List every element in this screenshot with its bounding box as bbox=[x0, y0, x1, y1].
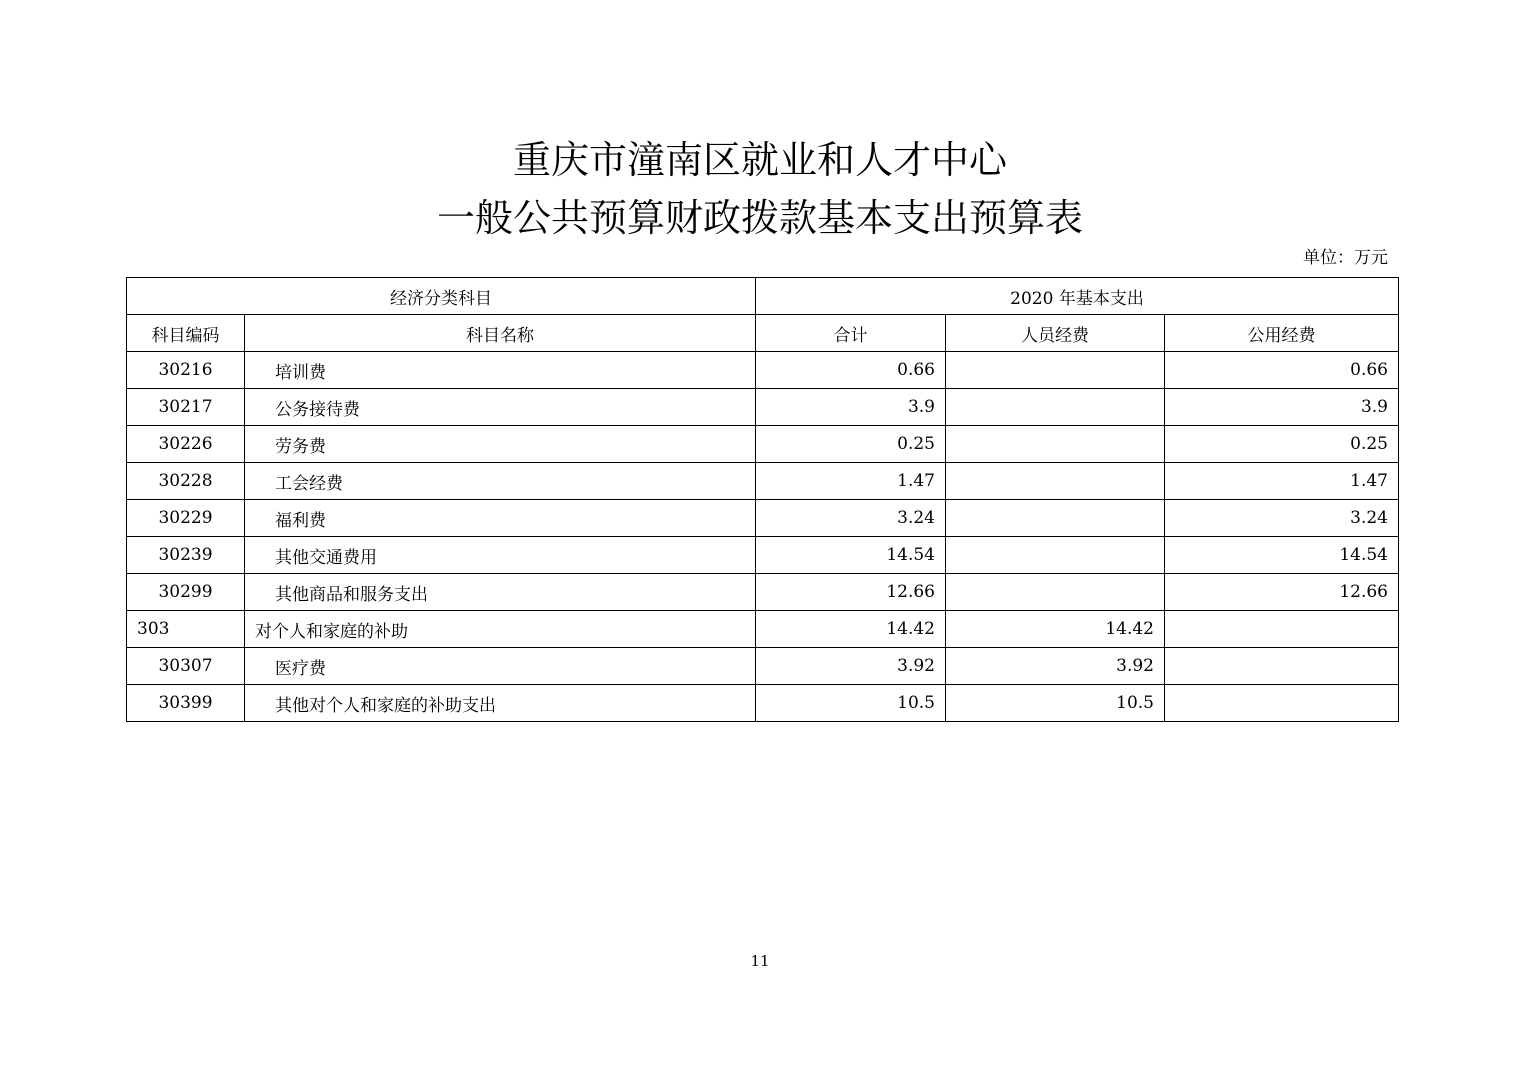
cell-code: 30229 bbox=[127, 500, 245, 537]
cell-name: 其他对个人和家庭的补助支出 bbox=[245, 685, 756, 722]
table-row bbox=[127, 648, 1399, 685]
cell-total: 10.5 bbox=[756, 685, 946, 722]
table-row bbox=[127, 537, 1399, 574]
cell-public bbox=[1165, 685, 1399, 722]
header-basic-expenditure: 2020 年基本支出 bbox=[756, 278, 1399, 315]
header-public-expense: 公用经费 bbox=[1165, 315, 1399, 352]
header-economic-classification: 经济分类科目 bbox=[127, 278, 756, 315]
cell-public: 3.9 bbox=[1165, 389, 1399, 426]
cell-public: 3.24 bbox=[1165, 500, 1399, 537]
cell-name: 其他交通费用 bbox=[245, 537, 756, 574]
cell-total: 12.66 bbox=[756, 574, 946, 611]
cell-name: 其他商品和服务支出 bbox=[245, 574, 756, 611]
header-subject-code: 科目编码 bbox=[127, 315, 245, 352]
table-row bbox=[127, 389, 1399, 426]
document-title-line2: 一般公共预算财政拨款基本支出预算表 bbox=[436, 196, 1083, 240]
cell-total: 1.47 bbox=[756, 463, 946, 500]
table-row bbox=[127, 611, 1399, 648]
cell-public bbox=[1165, 611, 1399, 648]
cell-total: 3.24 bbox=[756, 500, 946, 537]
cell-name: 福利费 bbox=[245, 500, 756, 537]
cell-personnel: 3.92 bbox=[946, 648, 1165, 685]
cell-public: 1.47 bbox=[1165, 463, 1399, 500]
table-row bbox=[127, 500, 1399, 537]
table-row bbox=[127, 685, 1399, 722]
cell-personnel bbox=[946, 574, 1165, 611]
cell-total: 14.54 bbox=[756, 537, 946, 574]
document-title-line1: 重庆市潼南区就业和人才中心 bbox=[512, 138, 1007, 182]
table-row bbox=[127, 352, 1399, 389]
cell-code: 30299 bbox=[127, 574, 245, 611]
cell-personnel: 10.5 bbox=[946, 685, 1165, 722]
cell-name: 医疗费 bbox=[245, 648, 756, 685]
cell-total: 14.42 bbox=[756, 611, 946, 648]
unit-label: 单位：万元 bbox=[1303, 248, 1388, 268]
cell-total: 0.25 bbox=[756, 426, 946, 463]
cell-code: 30216 bbox=[127, 352, 245, 389]
page-number: 11 bbox=[750, 952, 770, 970]
cell-personnel bbox=[946, 500, 1165, 537]
cell-code: 303 bbox=[127, 611, 245, 648]
cell-public: 0.66 bbox=[1165, 352, 1399, 389]
table-row bbox=[127, 426, 1399, 463]
cell-code: 30239 bbox=[127, 537, 245, 574]
cell-personnel bbox=[946, 352, 1165, 389]
cell-name: 工会经费 bbox=[245, 463, 756, 500]
cell-code: 30226 bbox=[127, 426, 245, 463]
cell-name: 公务接待费 bbox=[245, 389, 756, 426]
cell-name: 对个人和家庭的补助 bbox=[245, 611, 756, 648]
cell-total: 3.92 bbox=[756, 648, 946, 685]
cell-public bbox=[1165, 648, 1399, 685]
cell-public: 0.25 bbox=[1165, 426, 1399, 463]
budget-table bbox=[126, 277, 1399, 722]
cell-code: 30307 bbox=[127, 648, 245, 685]
cell-personnel bbox=[946, 537, 1165, 574]
header-column-row bbox=[127, 315, 1399, 352]
table-row bbox=[127, 574, 1399, 611]
cell-code: 30399 bbox=[127, 685, 245, 722]
cell-code: 30228 bbox=[127, 463, 245, 500]
cell-personnel: 14.42 bbox=[946, 611, 1165, 648]
cell-personnel bbox=[946, 463, 1165, 500]
cell-name: 培训费 bbox=[245, 352, 756, 389]
cell-total: 0.66 bbox=[756, 352, 946, 389]
cell-public: 14.54 bbox=[1165, 537, 1399, 574]
cell-total: 3.9 bbox=[756, 389, 946, 426]
header-group-row bbox=[127, 278, 1399, 315]
cell-name: 劳务费 bbox=[245, 426, 756, 463]
cell-personnel bbox=[946, 389, 1165, 426]
header-subject-name: 科目名称 bbox=[245, 315, 756, 352]
cell-code: 30217 bbox=[127, 389, 245, 426]
table-row bbox=[127, 463, 1399, 500]
cell-personnel bbox=[946, 426, 1165, 463]
header-personnel-expense: 人员经费 bbox=[946, 315, 1165, 352]
cell-public: 12.66 bbox=[1165, 574, 1399, 611]
header-total: 合计 bbox=[756, 315, 946, 352]
